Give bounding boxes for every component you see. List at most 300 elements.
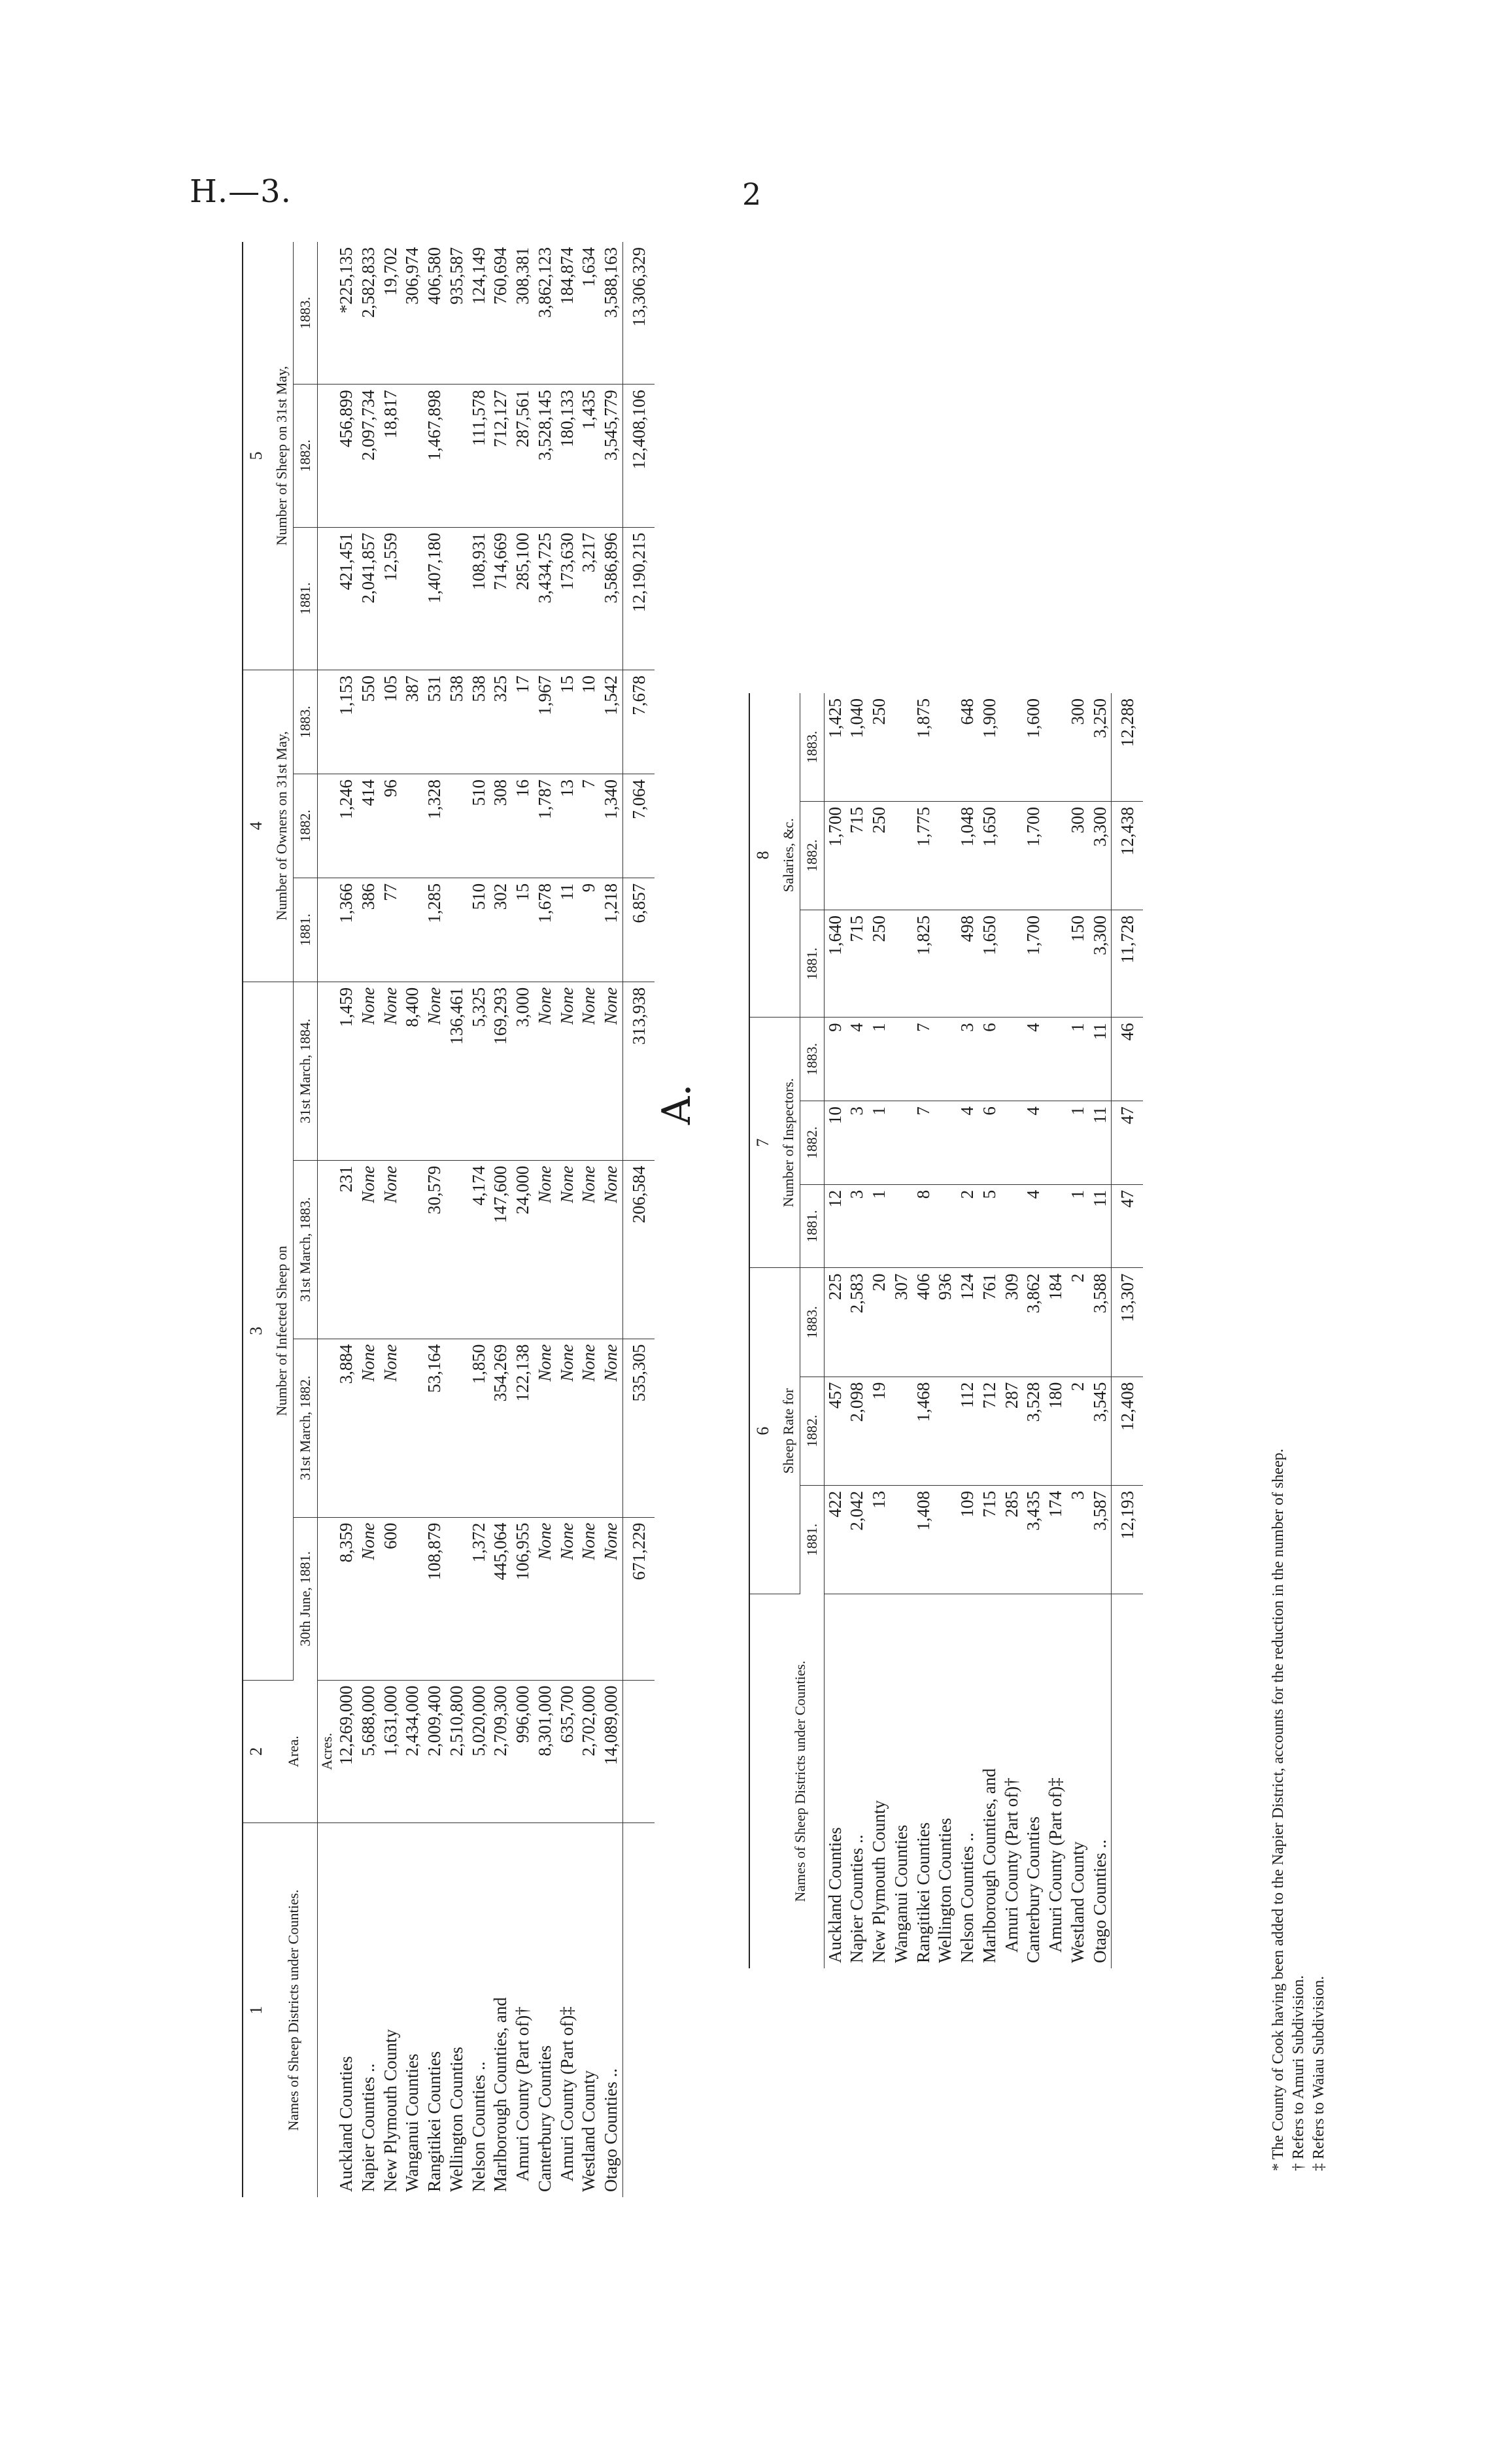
rate-value: 2 xyxy=(1067,1377,1089,1485)
salary-value xyxy=(1001,801,1023,910)
infected-value: 1,372 xyxy=(468,1517,490,1680)
footnote: * The County of Cook having been added to the Napier District, accounts for the reduction in the number of sheep. xyxy=(1270,1448,1287,2171)
salary-total: 11,728 xyxy=(1112,910,1143,1018)
infected-value: 445,064 xyxy=(490,1517,512,1680)
names-header: Names of Sheep Districts under Counties. xyxy=(777,1594,825,1969)
district-name: New Plymouth County xyxy=(869,1800,889,1963)
salary-value xyxy=(1045,801,1067,910)
salaries-header: Salaries, &c. xyxy=(777,693,800,1018)
spacer-cell xyxy=(317,1517,335,1680)
inspectors-value: 1 xyxy=(1067,1101,1089,1185)
district-name: Napier Counties .. xyxy=(358,2063,378,2192)
table-row xyxy=(891,693,913,1968)
district-name: Wellington Counties xyxy=(935,1817,955,1963)
spacer-cell xyxy=(317,774,335,878)
infected-value: None xyxy=(380,1339,402,1517)
spacer-cell xyxy=(317,1339,335,1517)
owners-value: 96 xyxy=(380,774,402,878)
spacer-cell xyxy=(317,670,335,774)
owners-total: 7,064 xyxy=(622,774,654,878)
rate-value xyxy=(891,1377,913,1485)
inspectors-value: 1 xyxy=(1067,1184,1089,1268)
owners-value: 77 xyxy=(380,878,402,982)
district-name: Nelson Counties .. xyxy=(957,1832,977,1963)
owners-value: 325 xyxy=(490,670,512,774)
sheep-districts-table xyxy=(242,242,716,2197)
area-value: 2,702,000 xyxy=(578,1680,600,1822)
salary-value xyxy=(934,910,957,1018)
district-name: Rangitikei Counties xyxy=(913,1822,933,1963)
district-name: Wanganui Counties xyxy=(891,1824,911,1963)
sheep-value: 406,580 xyxy=(424,242,446,385)
owners-value: 1,246 xyxy=(335,774,358,878)
sheep-value: 18,817 xyxy=(380,385,402,527)
area-value: 996,000 xyxy=(512,1680,534,1822)
district-name: Rangitikei Counties xyxy=(424,2051,444,2192)
infected-value: 147,600 xyxy=(490,1160,512,1339)
infected-value: 600 xyxy=(380,1517,402,1680)
salary-value: 1,650 xyxy=(979,801,1001,910)
area-value: 2,434,000 xyxy=(401,1680,424,1822)
infected-value: None xyxy=(380,982,402,1160)
rate-value: 20 xyxy=(868,1268,891,1377)
owners-value: 1,153 xyxy=(335,670,358,774)
salary-value: 250 xyxy=(868,801,891,910)
sheep-value: 760,694 xyxy=(490,242,512,385)
rate-value: 19 xyxy=(868,1377,891,1485)
inspectors-total: 46 xyxy=(1112,1018,1143,1101)
district-name: Wellington Counties xyxy=(446,2046,466,2192)
year-header: 1883. xyxy=(800,1018,825,1101)
infected-value: None xyxy=(358,982,380,1160)
infected-value: None xyxy=(424,982,446,1160)
table-row xyxy=(913,693,935,1968)
infected-value: 1,850 xyxy=(468,1339,490,1517)
district-name: Nelson Counties .. xyxy=(468,2061,488,2192)
infected-total: 671,229 xyxy=(622,1517,654,1680)
inspectors-value: 1 xyxy=(868,1018,891,1101)
spacer-cell xyxy=(317,385,335,527)
year-header: 1882. xyxy=(800,1377,825,1485)
infected-value: None xyxy=(556,1339,579,1517)
rate-value xyxy=(891,1485,913,1594)
infected-value: None xyxy=(556,982,579,1160)
col-number: 6 xyxy=(749,1268,777,1594)
inspectors-total: 47 xyxy=(1112,1184,1143,1268)
infected-value: None xyxy=(380,1160,402,1339)
salary-value: 715 xyxy=(846,910,868,1018)
inspectors-value: 11 xyxy=(1089,1184,1112,1268)
col-number: 4 xyxy=(243,670,270,982)
infected-date-header: 31st March, 1883. xyxy=(294,1160,318,1339)
salary-value xyxy=(891,801,913,910)
year-header: 1882. xyxy=(800,1101,825,1185)
owners-value: 1,787 xyxy=(534,774,556,878)
rate-value: 285 xyxy=(1001,1485,1023,1594)
rate-total: 12,193 xyxy=(1112,1485,1143,1594)
infected-value xyxy=(446,1339,468,1517)
inspectors-value: 6 xyxy=(979,1101,1001,1185)
area-value: 2,709,300 xyxy=(490,1680,512,1822)
infected-value: None xyxy=(556,1517,579,1680)
area-value: 12,269,000 xyxy=(335,1680,358,1822)
infected-value: 3,884 xyxy=(335,1339,358,1517)
salary-value: 1,048 xyxy=(957,801,979,910)
area-value: 1,631,000 xyxy=(380,1680,402,1822)
infected-date-header: 30th June, 1881. xyxy=(294,1517,318,1680)
infected-value: 1,459 xyxy=(335,982,358,1160)
rate-value: 3,528 xyxy=(1023,1377,1045,1485)
rate-value: 406 xyxy=(913,1268,935,1377)
rate-value: 2,098 xyxy=(846,1377,868,1485)
salary-value xyxy=(891,693,913,801)
rate-value: 2 xyxy=(1067,1268,1089,1377)
sheep-value: 19,702 xyxy=(380,242,402,385)
col-number: 2 xyxy=(243,1680,270,1822)
table-row xyxy=(512,242,534,2197)
inspectors-value: 4 xyxy=(846,1018,868,1101)
spacer-cell xyxy=(317,242,335,385)
salary-value xyxy=(1045,910,1067,1018)
year-header: 1881. xyxy=(800,1184,825,1268)
infected-value: 106,955 xyxy=(512,1517,534,1680)
rate-value: 184 xyxy=(1045,1268,1067,1377)
infected-value: None xyxy=(578,1160,600,1339)
owners-value: 1,366 xyxy=(335,878,358,982)
rate-total: 12,408 xyxy=(1112,1377,1143,1485)
salary-value: 715 xyxy=(846,801,868,910)
sheep-value: 1,435 xyxy=(578,385,600,527)
inspectors-value xyxy=(1001,1018,1023,1101)
owners-value: 16 xyxy=(512,774,534,878)
infected-value: 4,174 xyxy=(468,1160,490,1339)
table-row xyxy=(1067,693,1089,1968)
salary-value: 150 xyxy=(1067,910,1089,1018)
inspectors-value: 11 xyxy=(1089,1018,1112,1101)
owners-value xyxy=(446,878,468,982)
owners-total: 6,857 xyxy=(622,878,654,982)
salary-value: 300 xyxy=(1067,693,1089,801)
col-number: 1 xyxy=(247,2006,265,2015)
rate-value: 715 xyxy=(979,1485,1001,1594)
area-value: 2,510,800 xyxy=(446,1680,468,1822)
district-name: Westland County xyxy=(579,2070,599,2192)
salary-value: 3,300 xyxy=(1089,910,1112,1018)
salary-value xyxy=(1001,910,1023,1018)
footnotes xyxy=(1268,929,1330,2171)
inspectors-value: 6 xyxy=(979,1018,1001,1101)
table-row xyxy=(424,242,446,2197)
totals-row xyxy=(1112,693,1143,1968)
owners-value xyxy=(446,774,468,878)
spacer-cell xyxy=(317,1160,335,1339)
sheep-value: 456,899 xyxy=(335,385,358,527)
district-name: Auckland Counties xyxy=(336,2056,356,2192)
salary-value: 1,900 xyxy=(979,693,1001,801)
inspectors-value: 7 xyxy=(913,1018,935,1101)
inspectors-value: 9 xyxy=(824,1018,846,1101)
district-name: Napier Counties .. xyxy=(847,1834,867,1963)
inspectors-value: 1 xyxy=(868,1184,891,1268)
sheep-total: 12,190,215 xyxy=(622,527,654,670)
rate-value: 3,545 xyxy=(1089,1377,1112,1485)
salary-value: 1,040 xyxy=(846,693,868,801)
rate-value: 3 xyxy=(1067,1485,1089,1594)
table-row xyxy=(979,693,1001,1968)
infected-value: 354,269 xyxy=(490,1339,512,1517)
rate-value: 112 xyxy=(957,1377,979,1485)
inspectors-value: 3 xyxy=(957,1018,979,1101)
rate-header: Sheep Rate for xyxy=(777,1268,800,1594)
owners-value: 10 xyxy=(578,670,600,774)
rate-value: 13 xyxy=(868,1485,891,1594)
rate-value: 174 xyxy=(1045,1485,1067,1594)
infected-value: None xyxy=(358,1339,380,1517)
district-name: Marlborough Counties, and xyxy=(979,1768,999,1963)
rate-value: 307 xyxy=(891,1268,913,1377)
table-row xyxy=(380,242,402,2197)
owners-header: Number of Owners on 31st May, xyxy=(270,670,294,982)
sheep-value: 3,862,123 xyxy=(534,242,556,385)
sheep-value: 308,381 xyxy=(512,242,534,385)
sheep-value: 184,874 xyxy=(556,242,579,385)
rate-value: 2,042 xyxy=(846,1485,868,1594)
page-number: 2 xyxy=(742,177,762,212)
owners-value: 308 xyxy=(490,774,512,878)
inspectors-value: 4 xyxy=(1023,1184,1045,1268)
owners-value: 7 xyxy=(578,774,600,878)
names-header: Names of Sheep Districts under Counties. xyxy=(270,1823,318,2198)
footnote: † Refers to Amuri Subdivision. xyxy=(1290,1975,1308,2171)
infected-date-header: 31st March, 1882. xyxy=(294,1339,318,1517)
sheep-value: 3,545,779 xyxy=(600,385,622,527)
area-value: 5,688,000 xyxy=(358,1680,380,1822)
district-name: Otago Counties .. xyxy=(601,2068,621,2192)
owners-value: 1,285 xyxy=(424,878,446,982)
district-name: Amuri County (Part of)‡ xyxy=(556,2006,577,2182)
rate-value: 1,408 xyxy=(913,1485,935,1594)
salary-value xyxy=(934,801,957,910)
col-number: 5 xyxy=(243,242,270,670)
salary-value: 3,300 xyxy=(1089,801,1112,910)
owners-value: 550 xyxy=(358,670,380,774)
rate-value: 457 xyxy=(824,1377,846,1485)
owners-value: 538 xyxy=(446,670,468,774)
district-name: Auckland Counties xyxy=(825,1827,845,1963)
salary-value xyxy=(891,910,913,1018)
year-header: 1883. xyxy=(800,1268,825,1377)
infected-value: 24,000 xyxy=(512,1160,534,1339)
infected-value: None xyxy=(578,1517,600,1680)
inspectors-value xyxy=(891,1184,913,1268)
sheep-value: 108,931 xyxy=(468,527,490,670)
area-value: 5,020,000 xyxy=(468,1680,490,1822)
sheep-value: 1,634 xyxy=(578,242,600,385)
district-name: Otago Counties .. xyxy=(1089,1839,1110,1963)
year-header: 1882. xyxy=(294,385,318,527)
rate-value: 287 xyxy=(1001,1377,1023,1485)
infected-total: 206,584 xyxy=(622,1160,654,1339)
sheep-value: 3,528,145 xyxy=(534,385,556,527)
salary-value xyxy=(1045,693,1067,801)
salary-value: 1,700 xyxy=(824,801,846,910)
sheep-value xyxy=(446,385,468,527)
salary-value: 1,640 xyxy=(824,910,846,1018)
infected-header: Number of Infected Sheep on xyxy=(270,982,294,1680)
table-row xyxy=(1089,693,1112,1968)
spacer-cell xyxy=(622,1680,654,1822)
owners-value xyxy=(401,878,424,982)
sheep-value: 712,127 xyxy=(490,385,512,527)
sheep-header: Number of Sheep on 31st May, xyxy=(270,242,294,670)
owners-value: 387 xyxy=(401,670,424,774)
col-number: 8 xyxy=(749,693,777,1018)
infected-total: 313,938 xyxy=(622,982,654,1160)
rate-value: 3,862 xyxy=(1023,1268,1045,1377)
owners-value: 105 xyxy=(380,670,402,774)
owners-value: 386 xyxy=(358,878,380,982)
salary-value: 250 xyxy=(868,693,891,801)
inspectors-total: 47 xyxy=(1112,1101,1143,1185)
sheep-value xyxy=(401,527,424,670)
salary-total: 12,288 xyxy=(1112,693,1143,801)
col-number: 3 xyxy=(243,982,270,1680)
salary-value: 300 xyxy=(1067,801,1089,910)
year-header: 1881. xyxy=(800,1485,825,1594)
district-name: Amuri County (Part of)† xyxy=(513,2006,532,2182)
inspectors-value: 3 xyxy=(846,1101,868,1185)
sheep-value: 3,217 xyxy=(578,527,600,670)
owners-value: 302 xyxy=(490,878,512,982)
inspectors-value: 1 xyxy=(868,1101,891,1185)
salary-value: 498 xyxy=(957,910,979,1018)
infected-value: 3,000 xyxy=(512,982,534,1160)
infected-value: 108,879 xyxy=(424,1517,446,1680)
owners-value: 13 xyxy=(556,774,579,878)
rate-total: 13,307 xyxy=(1112,1268,1143,1377)
infected-value: 231 xyxy=(335,1160,358,1339)
table-row xyxy=(1001,693,1023,1968)
sheep-value: 2,041,857 xyxy=(358,527,380,670)
owners-value: 1,967 xyxy=(534,670,556,774)
sheep-value xyxy=(401,385,424,527)
rate-value: 180 xyxy=(1045,1377,1067,1485)
owners-value: 538 xyxy=(468,670,490,774)
table-row xyxy=(468,242,490,2197)
infected-value: 5,325 xyxy=(468,982,490,1160)
inspectors-value: 11 xyxy=(1089,1101,1112,1185)
salary-value: 1,875 xyxy=(913,693,935,801)
table-row xyxy=(401,242,424,2197)
table-row xyxy=(335,242,358,2197)
sheep-value: 285,100 xyxy=(512,527,534,670)
table-row xyxy=(846,693,868,1968)
owners-value: 11 xyxy=(556,878,579,982)
table-row xyxy=(446,242,468,2197)
inspectors-value xyxy=(891,1101,913,1185)
year-header: 1883. xyxy=(294,670,318,774)
infected-value: None xyxy=(600,982,622,1160)
sheep-total: 13,306,329 xyxy=(622,242,654,385)
salary-value: 1,700 xyxy=(1023,801,1045,910)
infected-value xyxy=(446,1517,468,1680)
table-row xyxy=(600,242,622,2197)
owners-value: 510 xyxy=(468,878,490,982)
area-header: Area. xyxy=(270,1680,318,1822)
infected-value: None xyxy=(600,1339,622,1517)
sheep-value: 1,407,180 xyxy=(424,527,446,670)
owners-total: 7,678 xyxy=(622,670,654,774)
area-value: 2,009,400 xyxy=(424,1680,446,1822)
infected-value: 169,293 xyxy=(490,982,512,1160)
sheep-value: 180,133 xyxy=(556,385,579,527)
district-name: Amuri County (Part of)† xyxy=(1001,1777,1021,1953)
year-header: 1881. xyxy=(294,527,318,670)
sheep-value: 1,467,898 xyxy=(424,385,446,527)
salary-value: 1,425 xyxy=(824,693,846,801)
owners-value xyxy=(401,774,424,878)
rate-value: 3,588 xyxy=(1089,1268,1112,1377)
table-row xyxy=(578,242,600,2197)
table-row xyxy=(868,693,891,1968)
infected-value: None xyxy=(578,982,600,1160)
inspectors-value: 4 xyxy=(957,1101,979,1185)
inspectors-value: 1 xyxy=(1067,1018,1089,1101)
inspectors-value xyxy=(934,1101,957,1185)
table-row xyxy=(534,242,556,2197)
infected-value: 136,461 xyxy=(446,982,468,1160)
inspectors-value xyxy=(1001,1101,1023,1185)
district-name: Canterbury Counties xyxy=(534,2045,554,2192)
infected-value xyxy=(401,1160,424,1339)
infected-value xyxy=(401,1517,424,1680)
year-header: 1881. xyxy=(294,878,318,982)
spacer-cell xyxy=(317,982,335,1160)
infected-value: None xyxy=(534,1160,556,1339)
infected-value: 122,138 xyxy=(512,1339,534,1517)
sheep-value: 306,974 xyxy=(401,242,424,385)
district-name: Marlborough Counties, and xyxy=(490,1997,511,2192)
salary-value: 250 xyxy=(868,910,891,1018)
footnote: ‡ Refers to Waiau Subdivision. xyxy=(1310,1976,1328,2171)
owners-value: 17 xyxy=(512,670,534,774)
sheep-value: 421,451 xyxy=(335,527,358,670)
infected-value: None xyxy=(534,1339,556,1517)
table-row xyxy=(556,242,579,2197)
area-value: 14,089,000 xyxy=(600,1680,622,1822)
infected-value: None xyxy=(556,1160,579,1339)
salary-value xyxy=(934,693,957,801)
area-value: 8,301,000 xyxy=(534,1680,556,1822)
owners-value: 1,340 xyxy=(600,774,622,878)
rate-value: 936 xyxy=(934,1268,957,1377)
owners-value: 1,218 xyxy=(600,878,622,982)
spacer-cell xyxy=(317,878,335,982)
document-reference: H.—3. xyxy=(190,173,292,210)
sheep-value: 124,149 xyxy=(468,242,490,385)
owners-value: 15 xyxy=(512,878,534,982)
sheep-value xyxy=(446,527,468,670)
owners-value: 15 xyxy=(556,670,579,774)
sheep-value: 3,588,163 xyxy=(600,242,622,385)
salary-value: 3,250 xyxy=(1089,693,1112,801)
rate-value: 124 xyxy=(957,1268,979,1377)
table-row xyxy=(824,693,846,1968)
inspectors-value: 12 xyxy=(824,1184,846,1268)
year-header: 1882. xyxy=(294,774,318,878)
owners-value: 414 xyxy=(358,774,380,878)
inspectors-value xyxy=(1045,1101,1067,1185)
